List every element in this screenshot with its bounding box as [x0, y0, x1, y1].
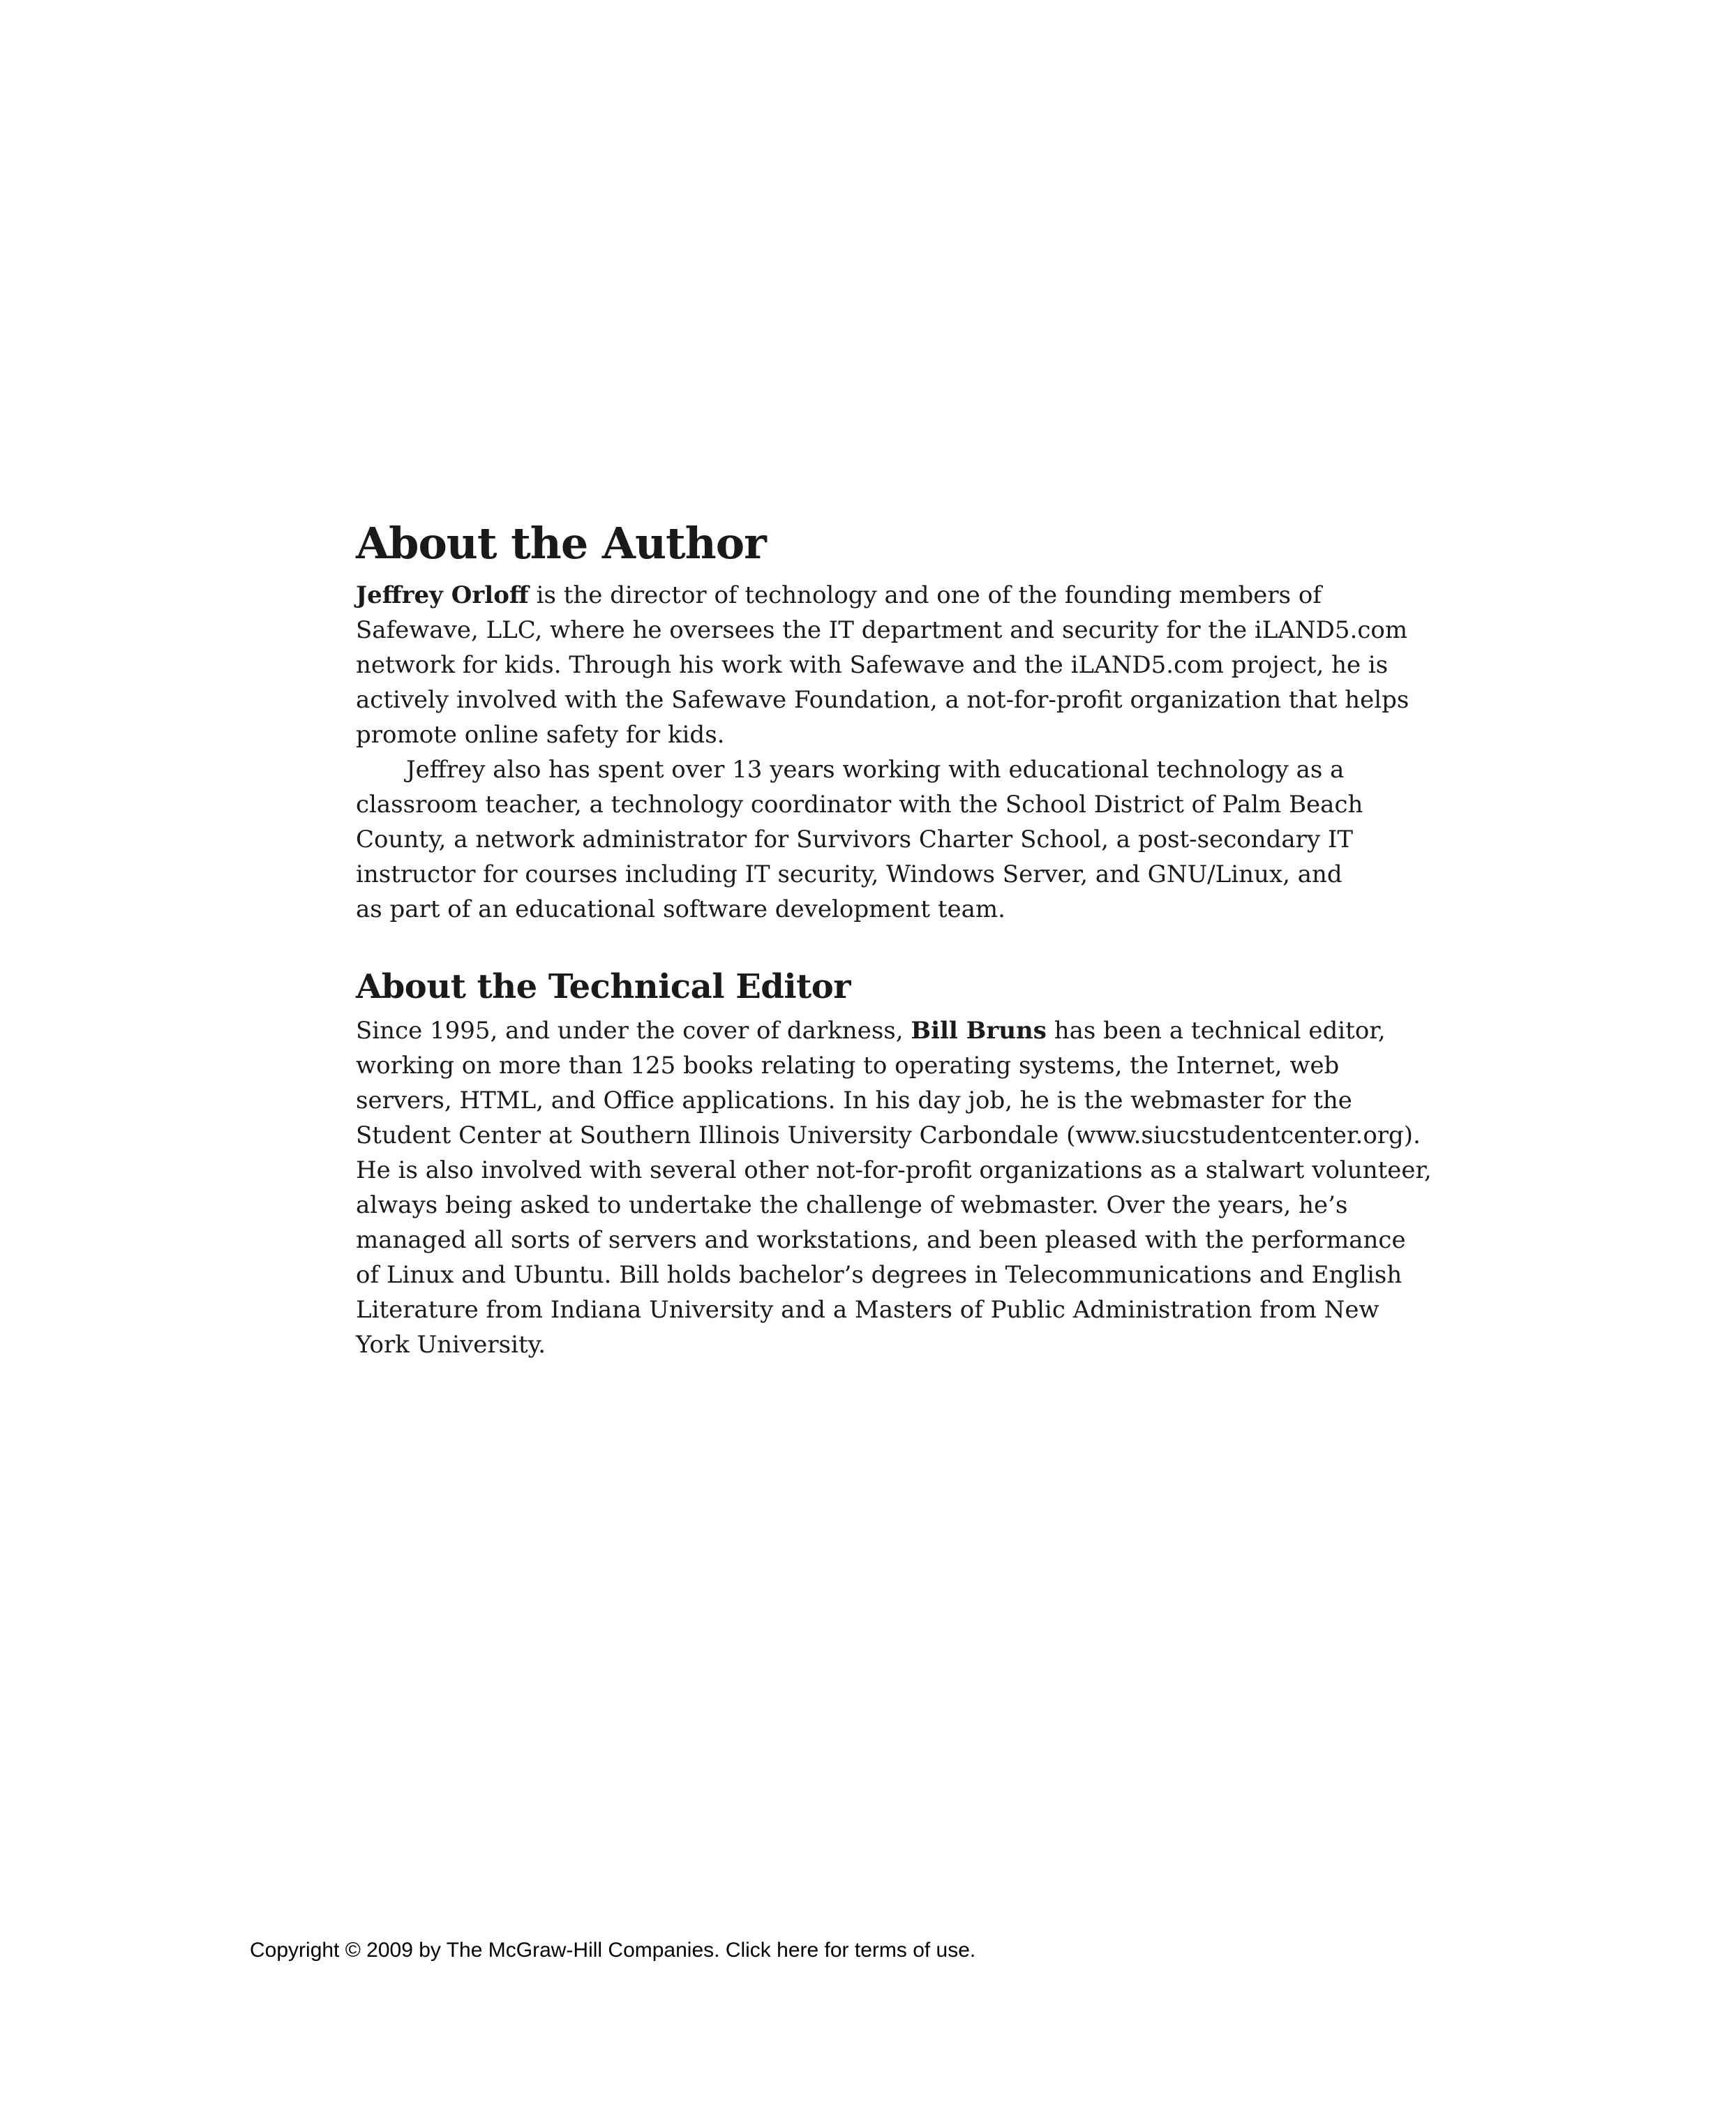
author-paragraph-2	[356, 752, 1514, 927]
author-name: Jeffrey Orloff	[356, 581, 529, 610]
text-line: Jeffrey also has spent over 13 years working with educational technology as a	[406, 756, 1345, 784]
terms-of-use-link[interactable]: Click here for terms of use.	[725, 1939, 976, 1962]
author-paragraph-1	[356, 578, 1514, 752]
text-line: always being asked to undertake the challenge of webmaster. Over the years, he’s	[356, 1191, 1348, 1219]
about-author-heading: About the Author	[356, 518, 766, 569]
text-line: classroom teacher, a technology coordinator with the School District of Palm Beach	[356, 791, 1363, 819]
text-line: of Linux and Ubuntu. Bill holds bachelor’s degrees in Telecommunications and English	[356, 1260, 1402, 1289]
text-line: instructor for courses including IT security, Windows Server, and GNU/Linux, and	[356, 860, 1342, 889]
text-line: promote online safety for kids.	[356, 721, 725, 749]
text-line: servers, HTML, and Office applications. In his day job, he is the webmaster for the	[356, 1086, 1352, 1114]
text-line: network for kids. Through his work with Safewave and the iLAND5.com project, he is	[356, 651, 1389, 680]
about-editor-section	[356, 967, 1514, 1362]
page-content	[356, 518, 1514, 1362]
copyright-text: Copyright © 2009 by The McGraw-Hill Companies.	[250, 1939, 726, 1962]
text-line: County, a network administrator for Survivors Charter School, a post-secondary IT	[356, 826, 1354, 854]
text-line-content: Since 1995, and under the cover of darkness,	[356, 1016, 911, 1045]
editor-paragraph	[356, 1013, 1514, 1362]
about-editor-heading: About the Technical Editor	[356, 967, 851, 1007]
copyright-footer	[250, 1939, 975, 1962]
text-line: managed all sorts of servers and workstations, and been pleased with the performance	[356, 1225, 1406, 1254]
text-line: He is also involved with several other not-for-profit organizations as a stalwart volunteer,	[356, 1156, 1432, 1184]
text-line: York University.	[356, 1330, 546, 1359]
text-line: Student Center at Southern Illinois University Carbondale (www.siucstudentcenter.org).	[356, 1121, 1421, 1149]
text-line: actively involved with the Safewave Foundation, a not-for-profit organization that helps	[356, 686, 1409, 715]
text-line: working on more than 125 books relating to operating systems, the Internet, web	[356, 1051, 1340, 1080]
text-line: as part of an educational software development team.	[356, 895, 1005, 924]
editor-name: Bill Bruns	[911, 1016, 1047, 1045]
text-line	[356, 578, 1514, 613]
text-line: Literature from Indiana University and a Masters of Public Administration from New	[356, 1295, 1379, 1324]
about-author-section	[356, 518, 1514, 927]
text-line-content: is the director of technology and one of the founding members of	[528, 581, 1322, 610]
text-line	[356, 1013, 1514, 1048]
text-line-content: has been a technical editor,	[1046, 1016, 1386, 1045]
text-line: Safewave, LLC, where he oversees the IT department and security for the iLAND5.com	[356, 616, 1408, 645]
